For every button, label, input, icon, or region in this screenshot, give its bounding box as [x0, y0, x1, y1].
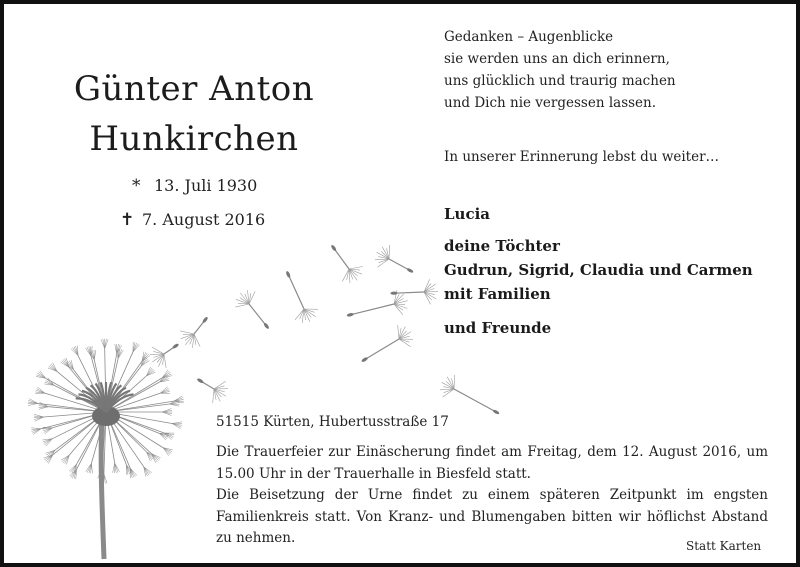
poem-line: uns glücklich und traurig machen [444, 73, 676, 89]
death-line [120, 210, 265, 230]
death-cross-icon: ✝ [120, 210, 135, 230]
poem-line: Gedanken – Augenblicke [444, 29, 614, 45]
dandelion-flower [28, 339, 184, 559]
memory-line: In unserer Erinnerung lebst du weiter… [444, 149, 720, 165]
deceased-first-name: Günter Anton [73, 69, 315, 109]
service-info [216, 442, 768, 550]
mourner-spouse: Lucia [444, 205, 491, 223]
service-line: Die Beisetzung der Urne findet zu einem späteren Zeitpunkt im engsten [216, 487, 768, 504]
service-line: Familienkreis statt. Von Kranz- und Blumengaben bitten wir höflichst Abstand [216, 508, 768, 525]
death-date: 7. August 2016 [142, 210, 266, 229]
address: 51515 Kürten, Hubertusstraße 17 [216, 414, 449, 430]
service-line: zu nehmen. [216, 530, 296, 547]
birth-date: 13. Juli 1930 [154, 176, 258, 195]
mourners-block [444, 202, 753, 340]
service-line: 15.00 Uhr in der Trauerhalle in Biesfeld statt. [216, 465, 531, 482]
mourner-daughters-label: deine Töchter [444, 237, 560, 255]
birth-star-icon: * [132, 176, 141, 196]
mourner-daughters: Gudrun, Sigrid, Claudia und Carmen [444, 261, 753, 279]
deceased-last-name: Hunkirchen [89, 119, 299, 159]
poem [444, 26, 676, 114]
mourner-families: mit Familien [444, 285, 551, 303]
mourner-friends: und Freunde [444, 319, 552, 337]
birth-line [132, 176, 257, 196]
poem-line: und Dich nie vergessen lassen. [444, 95, 657, 111]
statt-karten-note: Statt Karten [686, 539, 762, 553]
poem-line: sie werden uns an dich erinnern, [444, 51, 670, 67]
service-line: Die Trauerfeier zur Einäscherung findet am Freitag, dem 12. August 2016, um [216, 444, 768, 460]
